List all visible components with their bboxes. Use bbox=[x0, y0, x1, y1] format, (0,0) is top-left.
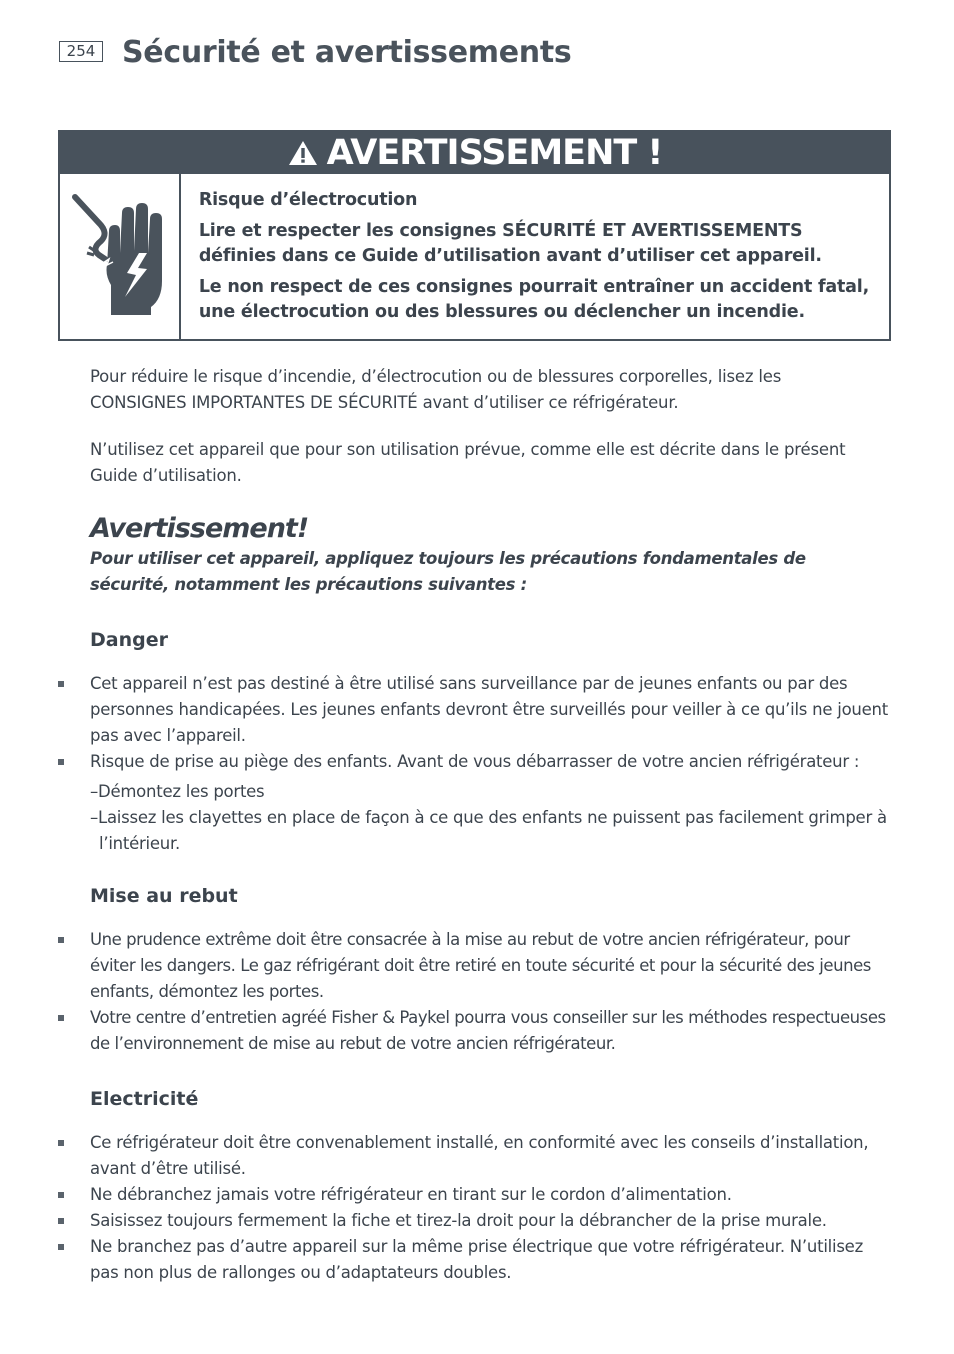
sub-list-item: –Laissez les clayettes en place de façon à ce que des enfants ne puissent pas facilement grimper à l’intérieur. bbox=[90, 808, 887, 853]
list-item bbox=[0, 1234, 890, 1286]
list-item bbox=[0, 927, 890, 1005]
warning-text bbox=[181, 174, 889, 339]
warning-triangle-icon bbox=[287, 139, 319, 167]
list-item-text: Ne débranchez jamais votre réfrigérateur en tirant sur le cordon d’alimentation. bbox=[90, 1185, 732, 1204]
warning-instruction: Lire et respecter les consignes SÉCURITÉ ET AVERTISSEMENTS définies dans ce Guide d’utilisation avant d’utiliser cet appareil. bbox=[198, 221, 822, 266]
list-item-text: Risque de prise au piège des enfants. Avant de vous débarrasser de votre ancien réfrigérateur : bbox=[90, 752, 860, 771]
list-item bbox=[0, 1208, 890, 1234]
bullet-icon bbox=[58, 681, 64, 687]
avertissement-title: Avertissement! bbox=[90, 513, 309, 544]
bullet-icon bbox=[58, 1140, 64, 1146]
electric-shock-hand-icon bbox=[69, 189, 169, 324]
bullet-icon bbox=[58, 1244, 64, 1250]
intro-paragraph-1: Pour réduire le risque d’incendie, d’électrocution ou de blessures corporelles, lisez les CONSIGNES IMPORTANTES DE SÉCURITÉ avant d’utiliser ce réfrigérateur. bbox=[90, 367, 782, 412]
page-number: 254 bbox=[59, 41, 103, 62]
bullet-icon bbox=[58, 1192, 64, 1198]
section-title-danger: Danger bbox=[90, 629, 168, 651]
intro-paragraph-2: N’utilisez cet appareil que pour son utilisation prévue, comme elle est décrite dans le présent Guide d’utilisation. bbox=[90, 440, 846, 485]
list-item-text: Votre centre d’entretien agréé Fisher & Paykel pourra vous conseiller sur les méthodes respectueuses de l’environnement de mise au rebut de votre ancien réfrigérateur. bbox=[90, 1008, 886, 1053]
list-item-text: Ce réfrigérateur doit être convenablement installé, en conformité avec les conseils d’installation, avant d’être utilisé. bbox=[90, 1133, 869, 1178]
danger-list bbox=[0, 671, 954, 775]
section-title-electricite: Electricité bbox=[90, 1088, 199, 1110]
warning-risk-title: Risque d’électrocution bbox=[198, 190, 418, 210]
list-item bbox=[0, 1130, 890, 1182]
list-item-text: Cet appareil n’est pas destiné à être utilisé sans surveillance par de jeunes enfants ou par des personnes handicapées. Les jeunes enfants devront être surveillés pour veiller à ce qu’ils ne jouent pas avec l’appareil. bbox=[90, 674, 888, 745]
warning-box bbox=[58, 130, 891, 341]
bullet-icon bbox=[58, 1218, 64, 1224]
section-title-rebut: Mise au rebut bbox=[90, 885, 238, 907]
warning-consequence: Le non respect de ces consignes pourrait entraîner un accident fatal, une électrocution ou des blessures ou déclencher un incendie. bbox=[198, 277, 870, 322]
warning-icon-cell bbox=[60, 174, 181, 339]
bullet-icon bbox=[58, 937, 64, 943]
electricite-list bbox=[0, 1130, 954, 1286]
avertissement-subtitle: Pour utiliser cet appareil, appliquez toujours les précautions fondamentales de sécurité, notamment les précautions suivantes : bbox=[90, 549, 806, 594]
list-item bbox=[0, 671, 890, 749]
list-item bbox=[0, 1182, 890, 1208]
rebut-list bbox=[0, 927, 954, 1057]
warning-heading: AVERTISSEMENT ! bbox=[326, 133, 663, 173]
list-item bbox=[0, 749, 890, 775]
list-item-text: Une prudence extrême doit être consacrée à la mise au rebut de votre ancien réfrigérateur, pour éviter les dangers. Le gaz réfrigérant doit être retiré en toute sécurité et pour la sécurité des jeunes enfants, démontez les portes. bbox=[90, 930, 871, 1001]
bullet-icon bbox=[58, 759, 64, 765]
list-item-text: Saisissez toujours fermement la fiche et tirez-la droit pour la débrancher de la prise murale. bbox=[90, 1211, 827, 1230]
warning-body bbox=[60, 174, 889, 339]
sub-list-item: –Démontez les portes bbox=[90, 782, 265, 801]
list-item bbox=[0, 1005, 890, 1057]
list-item-text: Ne branchez pas d’autre appareil sur la même prise électrique que votre réfrigérateur. N’utilisez pas non plus de rallonges ou d’adaptateurs doubles. bbox=[90, 1237, 863, 1282]
page-title: Sécurité et avertissements bbox=[122, 35, 572, 70]
warning-header bbox=[60, 132, 889, 174]
bullet-icon bbox=[58, 1015, 64, 1021]
